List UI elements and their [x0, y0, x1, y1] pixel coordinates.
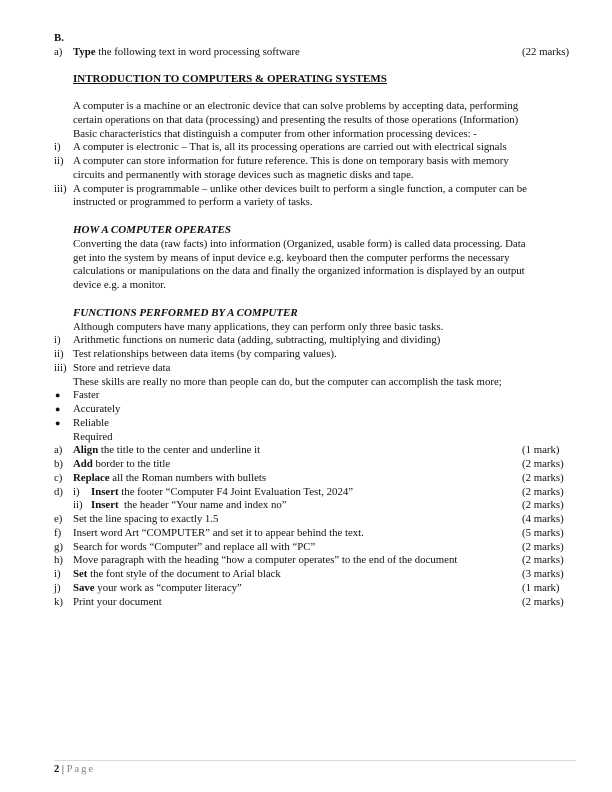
required-item — [0, 512, 612, 526]
item-rest: Search for words “Computer” and replace all with “PC” — [73, 540, 316, 553]
task-verb: Type — [73, 46, 96, 58]
item-text — [73, 512, 218, 526]
bullet-item — [0, 402, 612, 416]
characteristic-text: instructed or programmed to perform a variety of tasks. — [73, 196, 313, 209]
item-text — [91, 498, 287, 512]
item-marks: (2 marks) — [522, 595, 564, 608]
how-line — [0, 264, 612, 278]
characteristic-line — [0, 154, 612, 168]
paragraph-text: Although computers have many applications, they can perform only three basic tasks. — [73, 320, 444, 333]
item-text — [73, 526, 364, 540]
intro-text: certain operations on that data (processing) and presenting the results of those operations (Information) — [73, 113, 519, 126]
function-text: Test relationships between data items (by comparing values). — [73, 348, 337, 360]
item-verb: Set — [73, 568, 88, 580]
item-rest: the footer “Computer F4 Joint Evaluation Test, 2024” — [118, 485, 354, 498]
item-rest: your work as “computer literacy” — [94, 581, 242, 594]
how-line — [0, 278, 612, 292]
required-item — [0, 553, 612, 567]
required-item — [0, 540, 612, 554]
page-footer — [54, 764, 95, 775]
item-marks: (1 mark) — [522, 444, 560, 457]
function-text: Arithmetic functions on numeric data (adding, subtracting, multiplying and dividing) — [73, 334, 441, 347]
item-verb: Save — [73, 581, 95, 594]
characteristic-line — [0, 140, 612, 154]
item-text — [91, 485, 353, 499]
how-line — [0, 237, 612, 251]
item-rest: the font style of the document to Arial black — [87, 568, 281, 580]
document-title: INTRODUCTION TO COMPUTERS & OPERATING SYSTEMS — [73, 73, 387, 85]
intro-line — [0, 127, 612, 141]
task-rest: the following text in word processing software — [95, 46, 300, 58]
required-item — [0, 471, 612, 485]
item-text — [73, 443, 260, 457]
bullet-icon: ● — [55, 390, 61, 401]
bullet-text: Accurately — [73, 403, 121, 415]
list-label: i) — [54, 141, 61, 154]
item-text — [73, 540, 315, 554]
required-item — [0, 498, 612, 512]
item-rest: all the Roman numbers with bullets — [109, 471, 267, 484]
function-item — [0, 347, 612, 361]
required-item — [0, 485, 612, 499]
item-rest: Insert word Art “COMPUTER” and set it to appear behind the text. — [73, 526, 364, 539]
required-item — [0, 443, 612, 457]
item-text — [73, 553, 457, 567]
section-label — [0, 31, 612, 45]
item-marks: (4 marks) — [522, 513, 564, 525]
item-marks: (2 marks) — [522, 458, 564, 470]
paragraph-text: device e.g. a monitor. — [73, 279, 166, 291]
item-verb: Insert — [91, 499, 119, 512]
item-label: e) — [54, 513, 63, 525]
item-sublabel: ii) — [73, 499, 83, 512]
paragraph-text: calculations or manipulations on the data and finally the organized information is displayed by an output — [73, 265, 525, 278]
functions-outro-line — [0, 375, 612, 389]
item-rest: the title to the center and underline it — [98, 444, 261, 457]
item-rest: Move paragraph with the heading “how a computer operates” to the end of the document — [73, 554, 458, 567]
item-verb: Align — [73, 444, 99, 457]
characteristic-text: circuits and permanently with storage devices such as magnetic disks and tape. — [73, 168, 414, 181]
list-label: iii) — [54, 361, 67, 374]
item-marks: (2 marks) — [522, 554, 564, 567]
list-label: ii) — [54, 155, 64, 167]
item-label: g) — [54, 540, 63, 553]
functions-intro-line — [0, 320, 612, 334]
item-label: h) — [54, 554, 63, 567]
item-rest: the header “Your name and index no” — [118, 499, 287, 512]
how-line — [0, 251, 612, 265]
item-text — [73, 471, 266, 485]
bullet-item — [0, 388, 612, 402]
item-text — [73, 457, 170, 471]
item-marks: (2 marks) — [522, 540, 564, 553]
task-label: a) — [54, 46, 63, 58]
item-label: a) — [54, 444, 63, 457]
item-rest: Set the line spacing to exactly 1.5 — [73, 513, 219, 525]
task-text — [73, 45, 300, 59]
section-heading: HOW A COMPUTER OPERATES — [73, 224, 232, 236]
required-item — [0, 581, 612, 595]
list-label: iii) — [54, 182, 67, 195]
item-label: i) — [54, 568, 61, 580]
bullet-item — [0, 416, 612, 430]
item-marks: (5 marks) — [522, 526, 564, 539]
characteristic-text: A computer can store information for future reference. This is done on temporary basis with memory — [73, 155, 509, 167]
intro-text: A computer is a machine or an electronic device that can solve problems by accepting data, performing — [73, 100, 519, 112]
characteristic-text: A computer is programmable – unlike other devices built to perform a single function, a computer can be — [73, 182, 527, 195]
intro-line — [0, 99, 612, 113]
item-marks: (3 marks) — [522, 568, 564, 580]
item-rest: Print your document — [73, 595, 162, 608]
list-label: i) — [54, 334, 61, 347]
task-line — [0, 45, 612, 59]
item-label: j) — [54, 581, 61, 594]
footer-divider — [54, 760, 576, 761]
list-label: ii) — [54, 348, 64, 360]
item-verb: Insert — [91, 485, 119, 498]
title-line — [0, 72, 612, 86]
bullet-text: Faster — [73, 389, 100, 402]
item-label: c) — [54, 471, 63, 484]
item-rest: border to the title — [92, 458, 171, 470]
item-label: b) — [54, 458, 63, 470]
required-item — [0, 526, 612, 540]
functions-heading-line — [0, 306, 612, 320]
function-item — [0, 333, 612, 347]
item-label: d) — [54, 485, 63, 498]
item-text — [73, 595, 162, 609]
section-letter: B. — [54, 32, 64, 44]
function-item — [0, 361, 612, 375]
section-heading: FUNCTIONS PERFORMED BY A COMPUTER — [73, 306, 298, 319]
required-item — [0, 457, 612, 471]
item-verb: Add — [73, 458, 93, 470]
bullet-text: Reliable — [73, 416, 109, 429]
item-verb: Replace — [73, 471, 110, 484]
paragraph-text: Converting the data (raw facts) into information (Organized, usable form) is called data processing. Data — [73, 237, 526, 250]
how-heading-line — [0, 223, 612, 237]
item-sublabel: i) — [73, 485, 80, 498]
item-label: f) — [54, 526, 62, 539]
paragraph-text: get into the system by means of input device e.g. keyboard then the computer performs the necessary — [73, 251, 510, 264]
item-label: k) — [54, 595, 63, 608]
bullet-icon: ● — [55, 417, 61, 428]
footer-separator: | — [59, 764, 67, 775]
required-heading-line — [0, 430, 612, 444]
characteristic-line — [0, 195, 612, 209]
item-marks: (2 marks) — [522, 499, 564, 512]
page-word: Page — [66, 764, 96, 775]
item-marks: (2 marks) — [522, 471, 564, 484]
item-text — [73, 567, 281, 581]
intro-text: Basic characteristics that distinguish a computer from other information processing devices: - — [73, 127, 477, 140]
characteristic-line — [0, 168, 612, 182]
characteristic-text: A computer is electronic – That is, all its processing operations are carried out with electrical signals — [73, 141, 507, 154]
paragraph-text: These skills are really no more than people can do, but the computer can accomplish the task more; — [73, 375, 502, 388]
task-marks: (22 marks) — [522, 46, 570, 58]
item-text — [73, 581, 242, 595]
required-item — [0, 567, 612, 581]
bullet-icon: ● — [55, 404, 61, 414]
item-marks: (2 marks) — [522, 485, 564, 498]
intro-line — [0, 113, 612, 127]
page-number: 2 — [54, 764, 60, 775]
characteristic-line — [0, 182, 612, 196]
item-marks: (1 mark) — [522, 581, 560, 594]
required-heading: Required — [73, 430, 113, 443]
function-text: Store and retrieve data — [73, 361, 171, 374]
required-item — [0, 595, 612, 609]
